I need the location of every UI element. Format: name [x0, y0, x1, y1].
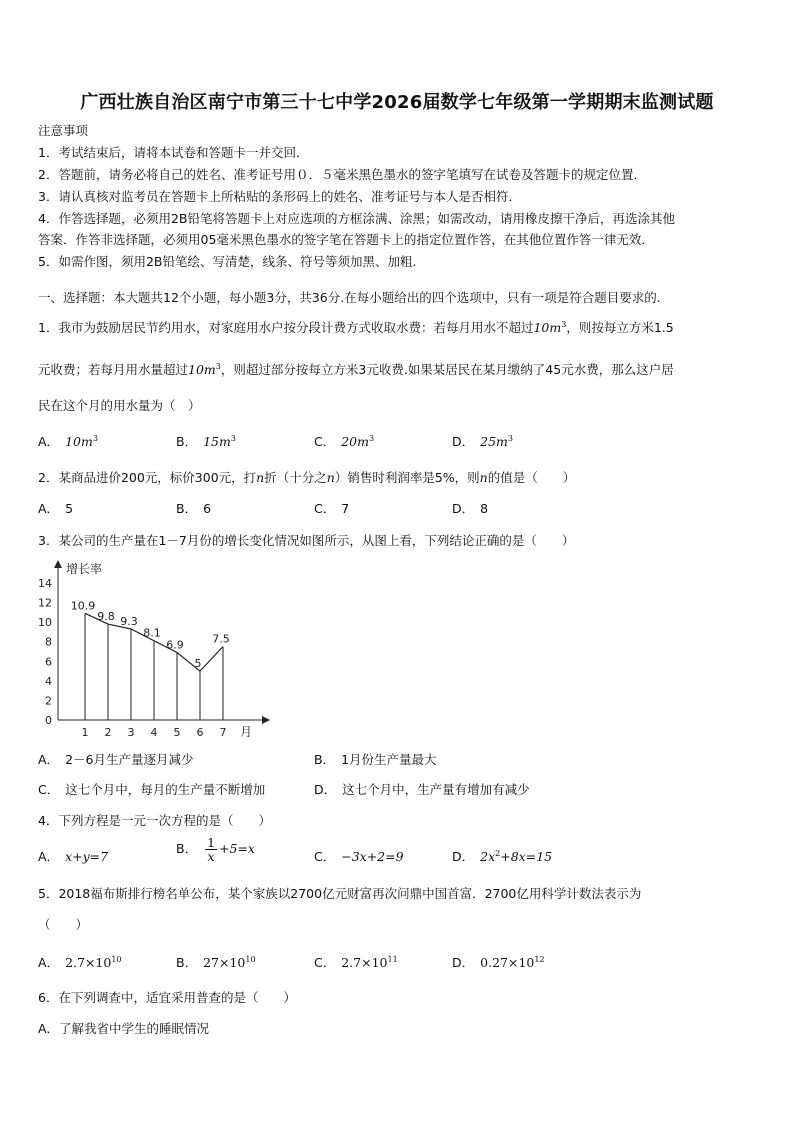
x-axis-label: 月	[240, 725, 253, 739]
y-tick-label: 8	[45, 635, 52, 649]
y-tick-label: 4	[45, 674, 52, 688]
question-6: 6．在下列调查中，适宜采用普查的是（ ）	[38, 990, 296, 1005]
q2-option-b[interactable]: B． 6	[176, 501, 212, 516]
q4-option-d[interactable]: D． $2x^2+8x=15$	[452, 848, 553, 864]
x-tick-label: 6	[196, 726, 204, 739]
q1-option-d[interactable]: D． $25m^3$	[452, 433, 513, 449]
notice-item: 答案．作答非选择题，必须用05毫米黑色墨水的签字笔在答题卡上的指定位置作答，在其他位置作答一律无效．	[38, 232, 654, 247]
q1-math: $10m^3$	[533, 319, 567, 335]
data-label: 5	[194, 657, 202, 671]
question-5-line-2: （ ）	[38, 917, 89, 932]
data-label: 7.5	[212, 632, 230, 646]
q6-option-a[interactable]: A．了解我省中学生的睡眠情况	[38, 1021, 210, 1036]
question-1-line-3: 民在这个月的用水量为（ ）	[38, 398, 201, 413]
notice-item: 4．作答选择题，必须用2B铅笔将答题卡上对应选项的方框涂满、涂黑；如需改动，请用橡皮擦干净后，再选涂其他	[38, 211, 675, 226]
question-1-line-2	[38, 360, 674, 378]
q1-text: ，则超过部分按每立方米3元收费.如果某居民在某月缴纳了45元水费，那么这户居	[220, 362, 674, 377]
x-tick-label: 1	[81, 726, 89, 739]
question-4: 4．下列方程是一元一次方程的是（ ）	[38, 813, 271, 828]
x-tick-label: 2	[104, 726, 112, 739]
notice-heading: 注意事项	[38, 123, 89, 138]
q3-option-d[interactable]: D． 这七个月中，生产量有增加有减少	[314, 782, 530, 797]
data-label: 6.9	[166, 638, 184, 652]
q4-option-b[interactable]: B． $\frac{1}{x}$ +5=x	[176, 835, 255, 864]
q3-option-a[interactable]: A． 2－6月生产量逐月减少	[38, 752, 194, 767]
q2-option-c[interactable]: C． 7	[314, 501, 350, 516]
q5-option-c[interactable]: C． $2.7\times 10^{11}$	[314, 954, 398, 970]
page-title: 广西壮族自治区南宁市第三十七中学2026届数学七年级第一学期期末监测试题	[80, 92, 714, 113]
y-tick-label: 10	[38, 616, 52, 630]
y-tick-label: 6	[45, 655, 52, 669]
y-tick-label: 0	[45, 714, 52, 727]
notice-item: 1．考试结束后，请将本试卷和答题卡一并交回．	[38, 145, 309, 160]
data-label: 10.9	[70, 599, 96, 613]
data-label: 9.3	[120, 614, 138, 628]
q1-text: ，则按每立方米1.5	[566, 320, 674, 335]
x-tick-label: 3	[127, 726, 135, 739]
y-axis-label: 增长率	[66, 562, 103, 576]
y-axis-arrow	[54, 560, 62, 568]
notice-item: 3．请认真核对监考员在答题卡上所粘贴的条形码上的姓名、准考证号与本人是否相符．	[38, 189, 521, 204]
q1-text: 1．我市为鼓励居民节约用水，对家庭用水户按分段计费方式收取水费：若每月用水不超过	[38, 320, 534, 335]
q5-option-a[interactable]: A． $2.7\times 10^{10}$	[38, 954, 122, 970]
q3-option-b[interactable]: B． 1月份生产量最大	[314, 752, 437, 767]
q5-option-d[interactable]: D． $0.27\times 10^{12}$	[452, 954, 545, 970]
question-1-line-1	[38, 318, 674, 336]
data-label: 8.1	[143, 626, 161, 640]
y-tick-label: 14	[38, 577, 52, 590]
section-heading: 一、选择题：本大题共12个小题，每小题3分，共36分.在每小题给出的四个选项中，只有一项是符合题目要求的.	[38, 290, 661, 305]
q1-option-a[interactable]: A． $10m^3$	[38, 433, 98, 449]
q3-option-c[interactable]: C． 这七个月中，每月的生产量不断增加	[38, 782, 266, 797]
q2-option-a[interactable]: A． 5	[38, 501, 74, 516]
q5-option-b[interactable]: B． $27\times 10^{10}$	[176, 954, 256, 970]
question-2: 2．某商品进价200元，标价300元，打n折（十分之n）销售时利润率是5%，则n的值是（ ）	[38, 470, 576, 485]
question-3: 3．某公司的生产量在1－7月份的增长变化情况如图所示，从图上看，下列结论正确的是（ ）	[38, 533, 575, 548]
q1-text: 元收费；若每月用水量超过	[38, 362, 189, 377]
q1-option-b[interactable]: B． $15m^3$	[176, 433, 236, 449]
x-tick-label: 7	[219, 726, 227, 739]
growth-rate-chart	[30, 558, 280, 743]
q1-math: $10m^3$	[188, 361, 221, 377]
notice-item: 5．如需作图，须用2B铅笔绘、写清楚，线条、符号等须加黑、加粗．	[38, 254, 425, 269]
q4-option-a[interactable]: A． x+y=7	[38, 849, 109, 864]
q4-option-c[interactable]: C． −3x+2=9	[314, 849, 404, 864]
q1-option-c[interactable]: C． $20m^3$	[314, 433, 375, 449]
question-5-line-1: 5．2018福布斯排行榜名单公布，某个家族以2700亿元财富再次问鼎中国首富．2700亿用科学计数法表示为	[38, 886, 642, 901]
q2-option-d[interactable]: D． 8	[452, 501, 489, 516]
y-tick-label: 12	[38, 596, 52, 610]
y-tick-label: 2	[45, 694, 52, 708]
data-label: 9.8	[97, 610, 115, 624]
x-tick-label: 4	[150, 726, 158, 739]
notice-item: 2．答题前，请务必将自己的姓名、准考证号用０．５毫米黑色墨水的签字笔填写在试卷及答题卡的规定位置．	[38, 167, 646, 182]
x-tick-label: 5	[173, 726, 181, 739]
x-axis-arrow	[262, 716, 270, 724]
